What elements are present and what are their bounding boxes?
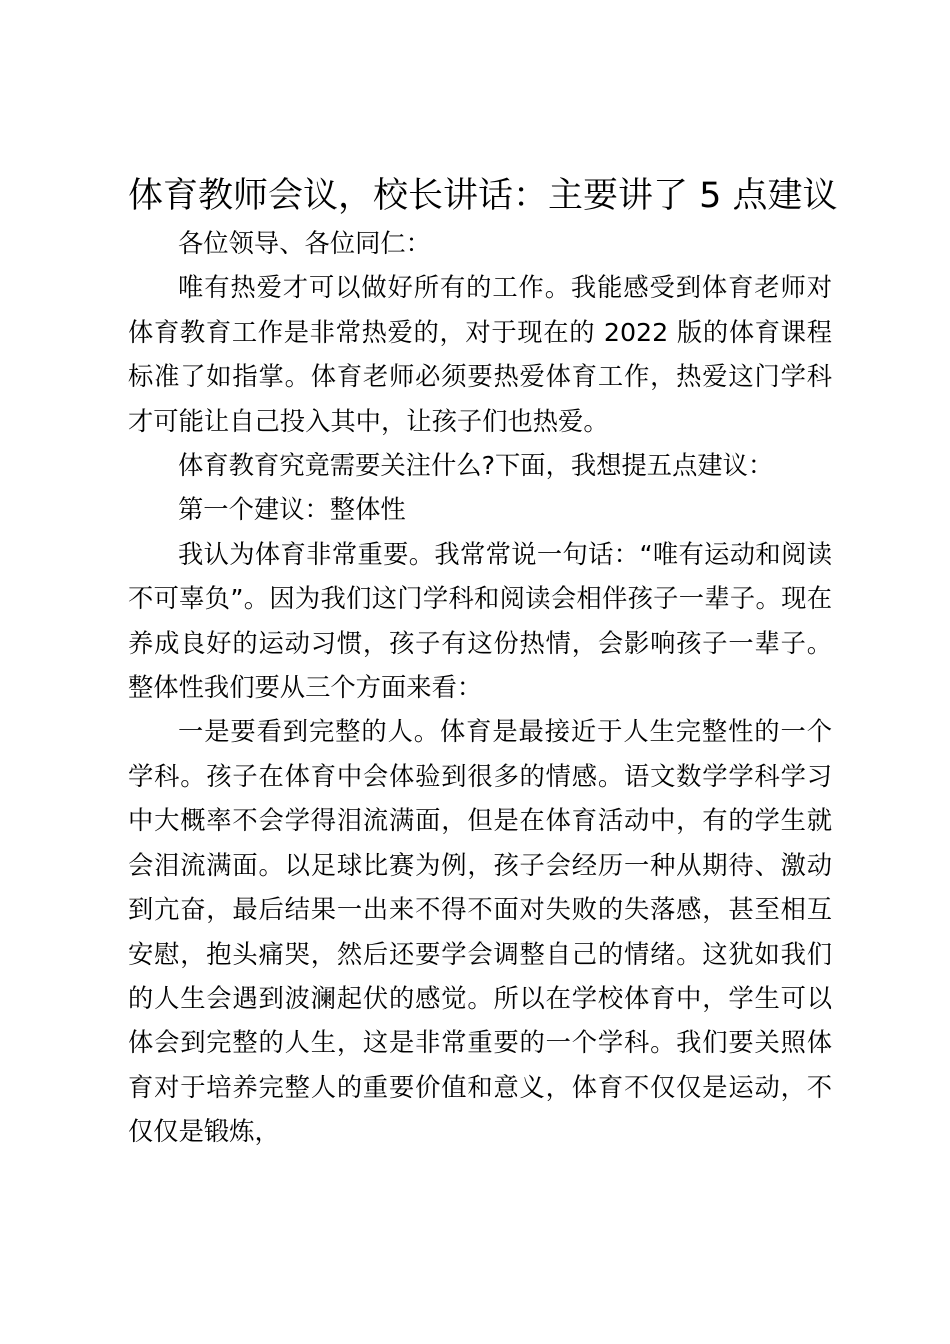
body-paragraph: 我认为体育非常重要。我常常说一句话：“唯有运动和阅读不可辜负”。因为我们这门学科和阅读会相伴孩子一辈子。现在养成良好的运动习惯，孩子有这份热情，会影响孩子一辈子。整体性我们要从三个方面来看： bbox=[128, 539, 832, 703]
body-paragraph: 一是要看到完整的人。体育是最接近于人生完整性的一个学科。孩子在体育中会体验到很多的情感。语文数学学科学习中大概率不会学得泪流满面，但是在体育活动中，有的学生就会泪流满面。以足球比赛为例，孩子会经历一种从期待、激动到亢奋，最后结果一出来不得不面对失败的失落感，甚至相互安慰，抱头痛哭，然后还要学会调整自己的情绪。这犹如我们的人生会遇到波澜起伏的感觉。所以在学校体育中，学生可以体会到完整的人生，这是非常重要的一个学科。我们要关照体育对于培养完整人的重要价值和意义，体育不仅仅是运动，不仅仅是锻炼， bbox=[128, 717, 832, 1147]
section-heading: 第一个建议：整体性 bbox=[178, 495, 406, 525]
document-title: 体育教师会议，校长讲话：主要讲了 5 点建议 bbox=[128, 176, 838, 216]
body-paragraph: 唯有热爱才可以做好所有的工作。我能感受到体育老师对体育教育工作是非常热爱的，对于现在的 2022 版的体育课程标准了如指掌。体育老师必须要热爱体育工作，热爱这门学科才可能让自己投入其中，让孩子们也热爱。 bbox=[128, 273, 832, 436]
document-body bbox=[128, 170, 838, 1155]
salutation-paragraph: 各位领导、各位同仁： bbox=[178, 229, 431, 258]
body-paragraph: 体育教育究竟需要关注什么?下面，我想提五点建议： bbox=[178, 451, 774, 481]
